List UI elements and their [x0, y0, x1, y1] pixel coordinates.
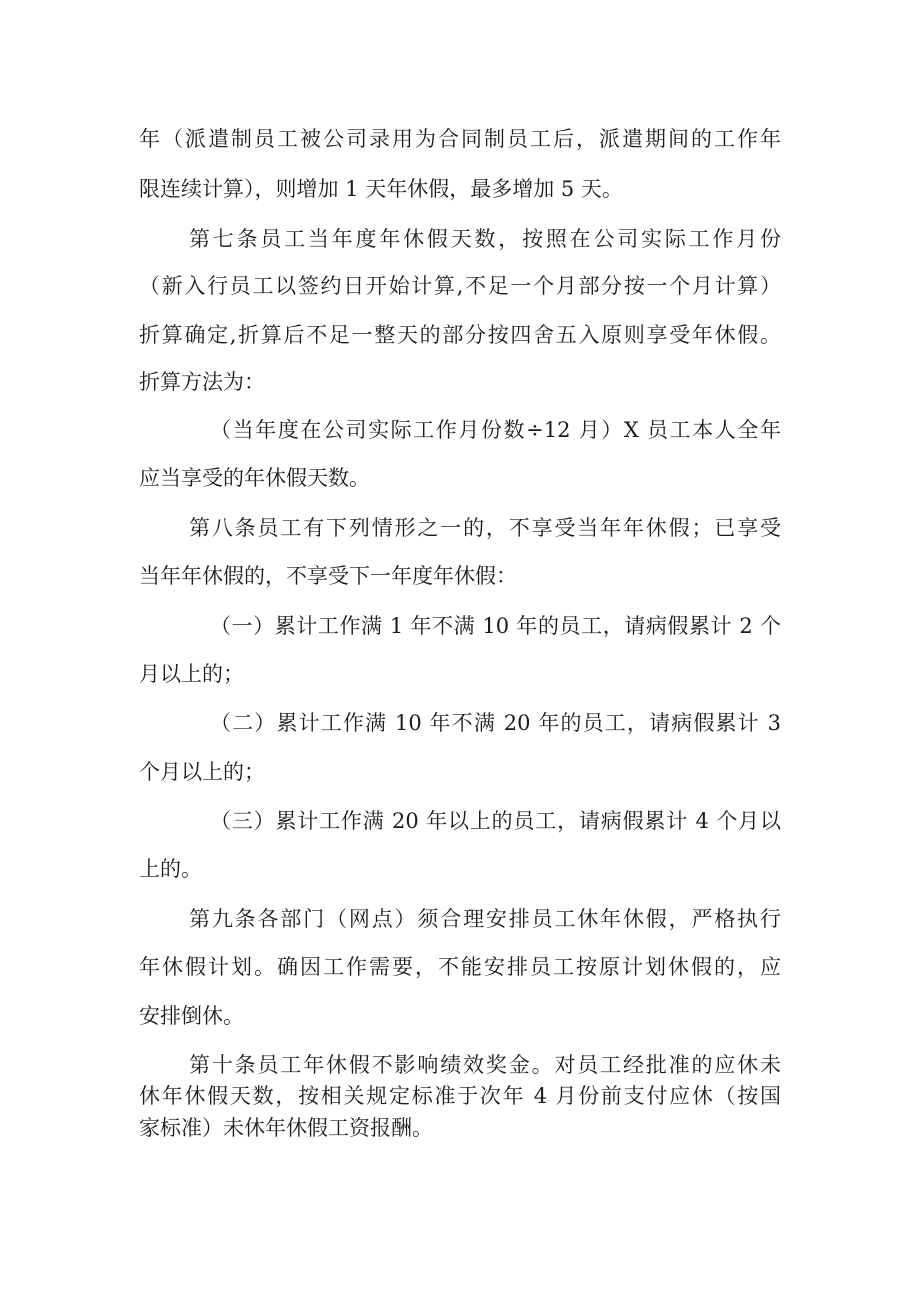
body-text-line: 个月以上的； — [139, 760, 265, 784]
body-text-line: 安排倒休。 — [139, 1004, 244, 1028]
list-item-1: （一）累计工作满 1 年不满 10 年的员工，请病假累计 2 个 — [210, 614, 781, 638]
body-text-line: 上的。 — [139, 857, 202, 881]
list-item-2: （二）累计工作满 10 年不满 20 年的员工，请病假累计 3 — [210, 711, 781, 735]
article-8-first-line: 第八条员工有下列情形之一的，不享受当年年休假；已享受 — [189, 516, 781, 540]
body-text-line: 年（派遣制员工被公司录用为合同制员工后，派遣期间的工作年 — [139, 127, 781, 151]
article-10-first-line: 第十条员工年休假不影响绩效奖金。对员工经批准的应休未 — [189, 1053, 781, 1077]
body-text-line: （新入行员工以签约日开始计算,不足一个月部分按一个月计算） — [139, 274, 781, 298]
body-text-line: 折算方法为： — [139, 370, 265, 394]
body-text-line: 休年休假天数，按相关规定标准于次年 4 月份前支付应休（按国 — [139, 1084, 781, 1108]
body-text-line: 应当享受的年休假天数。 — [139, 466, 370, 490]
formula-line: （当年度在公司实际工作月份数÷12 月）X 员工本人全年 — [210, 418, 781, 442]
body-text-line: 家标准）未休年休假工资报酬。 — [139, 1116, 433, 1140]
body-text-line: 限连续计算），则增加 1 天年休假，最多增加 5 天。 — [139, 177, 623, 201]
article-9-first-line: 第九条各部门（网点）须合理安排员工休年休假，严格执行 — [189, 907, 781, 931]
body-text-line: 当年年休假的，不享受下一年度年休假： — [139, 564, 517, 588]
body-text-line: 年休假计划。确因工作需要，不能安排员工按原计划休假的，应 — [139, 955, 781, 979]
body-text-line: 折算确定,折算后不足一整天的部分按四舍五入原则享受年休假。 — [139, 323, 781, 347]
body-text-line: 月以上的； — [139, 662, 244, 686]
list-item-3: （三）累计工作满 20 年以上的员工，请病假累计 4 个月以 — [210, 809, 781, 833]
article-7-first-line: 第七条员工当年度年休假天数，按照在公司实际工作月份 — [189, 227, 781, 251]
